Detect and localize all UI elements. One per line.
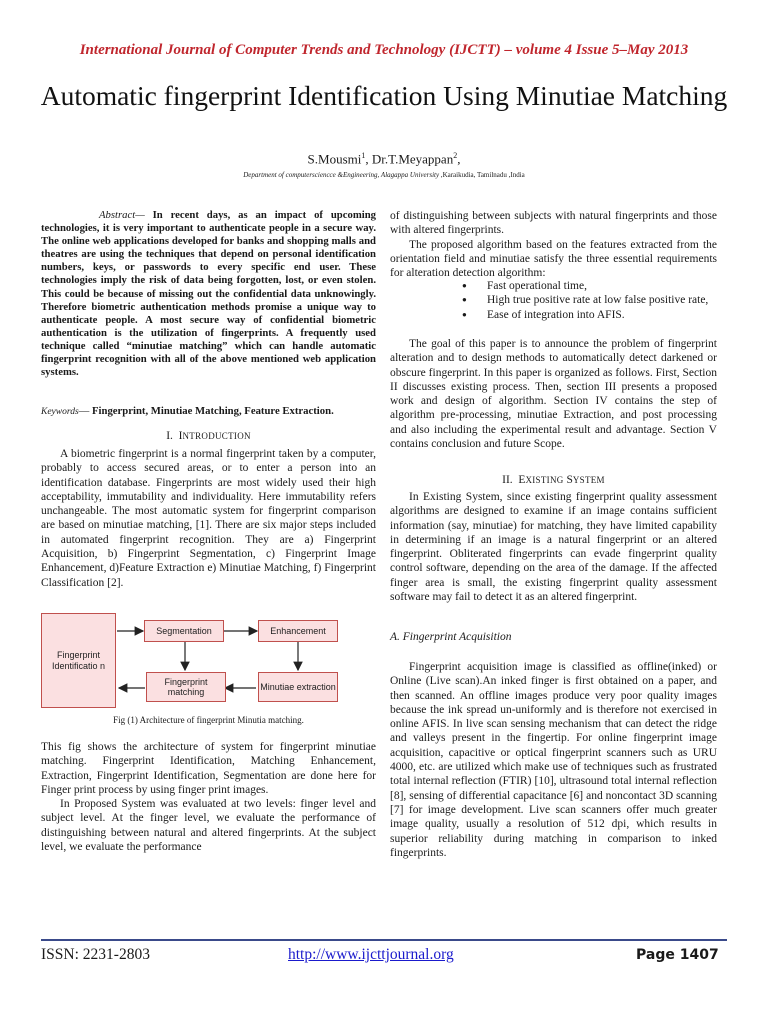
right-p1: of distinguishing between subjects with natural fingerprints and those with altered fingerprints. — [390, 210, 717, 237]
author-2: , Dr.T.Meyappan — [365, 151, 454, 167]
existing-p1: In Existing System, since existing fingerprint quality assessment algorithms are designed to examine if an image contains sufficient information (say, minutiae) for matching, they have limited capability in determining if an image is a natural fingerprint or an altered fingerprint. Obliterated fingerprints can evade fingerprint quality control software, depending on the area of the damage. If the affected finger area is small, the existing fingerprint quality assessment software may fail to detect it as an altered fingerprint. — [390, 491, 717, 604]
existing-rest1: XISTING — [525, 475, 564, 485]
list-item-text: Fast operational time, — [487, 280, 587, 292]
list-item-text: Ease of integration into AFIS. — [487, 308, 625, 321]
paper-title: Automatic fingerprint Identification Using Minutiae Matching — [40, 80, 728, 111]
intro-paragraph — [41, 447, 376, 590]
list-item — [455, 293, 720, 307]
box-segmentation: Segmentation — [144, 620, 224, 642]
keywords-dash: — — [78, 405, 93, 417]
keywords-text: Fingerprint, Minutiae Matching, Feature Extraction. — [92, 405, 334, 417]
abstract-label: Abstract— — [99, 209, 145, 221]
box-identification: Fingerprint Identificatio n — [41, 613, 116, 708]
affiliation-place: Karaikudia, Tamilnadu ,India — [442, 171, 525, 179]
list-item — [455, 279, 720, 293]
figure-caption: Fig (1) Architecture of fingerprint Minutia matching. — [113, 715, 304, 725]
section-heading-introduction — [41, 429, 376, 443]
authors-end: , — [457, 151, 461, 167]
footer-issn: ISSN: 2231-2803 — [41, 946, 150, 963]
authors — [0, 151, 768, 167]
existing-num: II. — [502, 474, 513, 486]
bullet-icon: ● — [462, 309, 467, 319]
journal-header: International Journal of Computer Trends and Technology (IJCTT) – volume 4 Issue 5–May 2013 — [79, 42, 689, 58]
keywords — [41, 404, 376, 419]
affiliation — [0, 171, 768, 179]
subsection-heading-acquisition: A. Fingerprint Acquisition — [390, 631, 512, 643]
author-1-sup: 1 — [361, 151, 366, 160]
footer-page-number: Page 1407 — [636, 947, 719, 963]
intro-p1: A biometric fingerprint is a normal fingerprint taken by a computer, probably to access secured areas, or to enter a person into an identification database. Fingerprints are most widely used their high acceptability, immutability and individuality. Here immutability refers unchangeable. The most automatic system for fingerprint comparison are based on minutiae matching, [1]. There are six major steps included in automated fingerprint recognition. They are a) Fingerprint Acquisition, b) Fingerprint Segmentation, c) Fingerprint Image Enhancement, d)Feature Extraction e) Minutiae Matching, f) Fingerprint Classification [2]. — [41, 448, 376, 589]
list-item-text: High true positive rate at low false positive rate, — [487, 294, 709, 307]
keywords-label: Keywords — [41, 407, 79, 417]
after-figure-text — [41, 740, 376, 854]
box-extraction: Minutiae extraction — [258, 672, 338, 702]
intro-num: I. — [166, 430, 173, 442]
list-item — [455, 308, 720, 322]
existing-first2: S — [566, 474, 573, 486]
existing-first1: E — [518, 474, 526, 486]
section-heading-existing-system — [390, 473, 717, 487]
affiliation-dept: Department of computersciencce &Engineering, Alagappa University , — [243, 171, 443, 179]
acquisition-text — [390, 660, 717, 860]
right-intro-text — [390, 209, 717, 280]
after-fig-p2: In Proposed System was evaluated at two levels: finger level and subject level. At the finger level, we evaluate the performance of distinguishing between natural and altered fingerprints. At the subject level, we evaluate the performance — [41, 798, 376, 854]
box-matching: Fingerprint matching — [146, 672, 226, 702]
intro-rest: NTRODUCTION — [182, 431, 251, 441]
architecture-figure — [41, 613, 376, 708]
requirements-list — [455, 279, 720, 322]
right-p3: The goal of this paper is to announce the problem of fingerprint alteration and to design methods to automatically detect darkened or obscure fingerprint. In this paper is organized as follows. First, Section II discusses existing process. Then, section III presents a proposed work and design of algorithm. Section IV contains the step of algorithm pre-processing, minutiae Extraction, and post processing and also including the experimental result and advantage. Section V contains conclusion and future Scope. — [390, 338, 717, 451]
existing-rest2: YSTEM — [572, 475, 605, 485]
existing-system-text — [390, 490, 717, 604]
abstract-text: In recent days, as an impact of upcoming technologies, it is very important to authenticate people in a secure way. The online web applications developed for banks and shopping malls and theatres are using the techniques that depend on personal identification numbers, keys, or passwords to every specific end user. These technologies imply the risk of data being forgotten, lost, or even stolen. This could be because of missing out the confidential data unknowingly. Therefore biometric authentication methods promise a unique way to authenticate people. A most secure way of confidential biometric authentication is the utilization of fingerprints. A frequently used technique called “minutiae matching” which can handle automatic fingerprint recognition with all of the above mentioned web application systems. — [41, 209, 376, 379]
acquisition-p1: Fingerprint acquisition image is classified as offline(inked) or Online (Live scan).An inked finger is first obtained on a paper, and then scanned. An offline images produce very poor quality images because the ink spread un-uniformly and is therefore not exercised in online AFIS. In live scan sensing mechanism that can detect the ridge and valleys present in the fingertip. For online fingerprint image acquisition, capacitive or optical fingerprint scanners such as URU 4000, etc. are utilized which make use of techniques such as frustrated total internal reflection (FTIR) [10], ultrasound total internal reflection [8], sensing of differential capacitance [6] and noncontact 3D scanning [7] for image development. Live scan scanners offer much greater image quality, usually a resolution of 512 dpi, which results in superior reliability during matching in comparison to inked fingerprints. — [390, 661, 717, 859]
right-p2: The proposed algorithm based on the features extracted from the orientation field and minutiae satisfy the three essential requirements for alteration detection algorithm: — [390, 238, 717, 280]
bullet-icon: ● — [462, 295, 467, 305]
footer-rule — [41, 939, 727, 941]
paper-goal-text — [390, 337, 717, 451]
author-1: S.Mousmi — [307, 151, 362, 167]
author-2-sup: 2 — [453, 151, 458, 160]
bullet-icon: ● — [462, 281, 467, 290]
box-enhancement: Enhancement — [258, 620, 338, 642]
abstract — [41, 209, 376, 379]
after-fig-p1: This fig shows the architecture of system for fingerprint minutiae matching. Fingerprint Identification, Matching Enhancement, Extraction, Fingerprint Identification, Segmentation are done here for Finger print process by using finger print images. — [41, 741, 376, 796]
intro-first: I — [178, 430, 183, 442]
footer-url-link[interactable]: http://www.ijcttjournal.org — [288, 946, 454, 963]
